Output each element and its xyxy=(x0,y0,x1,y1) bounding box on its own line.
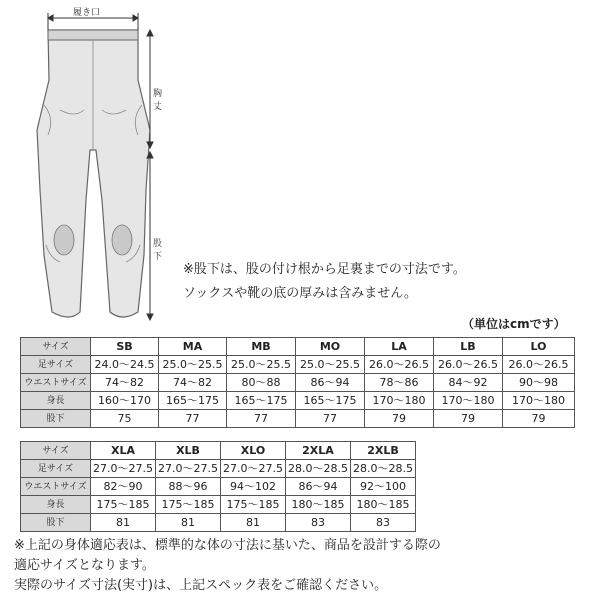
cell: MA xyxy=(159,338,227,356)
label-waist-opening: 履き口 xyxy=(73,8,101,18)
cell: 77 xyxy=(296,410,365,428)
cell: 74～82 xyxy=(91,374,159,392)
row-label: サイズ xyxy=(21,338,91,356)
cell: 86～94 xyxy=(296,374,365,392)
row-label: 足サイズ xyxy=(21,460,91,478)
cell: 79 xyxy=(503,410,575,428)
cell: 27.0～27.5 xyxy=(221,460,286,478)
label-inseam: 股下 xyxy=(153,239,163,262)
cell: 170～180 xyxy=(503,392,575,410)
cell: 83 xyxy=(286,514,351,532)
cell: 160～170 xyxy=(91,392,159,410)
cell: 26.0～26.5 xyxy=(503,356,575,374)
cell: 90～98 xyxy=(503,374,575,392)
cell: 82～90 xyxy=(91,478,156,496)
table-row-waist xyxy=(21,374,575,392)
cell: 78～86 xyxy=(365,374,434,392)
cell: 24.0～24.5 xyxy=(91,356,159,374)
cell: SB xyxy=(91,338,159,356)
cell: 2XLA xyxy=(286,442,351,460)
inseam-note xyxy=(183,258,466,306)
fit-note xyxy=(14,536,441,596)
table-row-foot xyxy=(21,460,416,478)
cell: 165～175 xyxy=(159,392,227,410)
unit-note: （単位はcmです） xyxy=(462,317,566,331)
cell: 175～185 xyxy=(156,496,221,514)
cell: 175～185 xyxy=(221,496,286,514)
row-label: サイズ xyxy=(21,442,91,460)
cell: 81 xyxy=(221,514,286,532)
row-label: 身長 xyxy=(21,496,91,514)
table-row-size xyxy=(21,442,416,460)
row-label: 股下 xyxy=(21,410,91,428)
cell: 26.0～26.5 xyxy=(434,356,503,374)
cell: 94～102 xyxy=(221,478,286,496)
cell: LA xyxy=(365,338,434,356)
cell: 25.0～25.5 xyxy=(227,356,296,374)
cell: MB xyxy=(227,338,296,356)
cell: 79 xyxy=(434,410,503,428)
cell: 180～185 xyxy=(351,496,416,514)
cell: 28.0～28.5 xyxy=(286,460,351,478)
cell: 170～180 xyxy=(365,392,434,410)
cell: 25.0～25.5 xyxy=(296,356,365,374)
cell: 180～185 xyxy=(286,496,351,514)
inseam-note-line: ソックスや靴の底の厚みは含みません。 xyxy=(183,286,418,301)
row-label: 股下 xyxy=(21,514,91,532)
cell: 88～96 xyxy=(156,478,221,496)
cell: 74～82 xyxy=(159,374,227,392)
fit-note-line: 実際のサイズ寸法(実寸)は、上記スペック表をご確認ください。 xyxy=(14,578,388,593)
table-row-size xyxy=(21,338,575,356)
fit-note-line: 適応サイズとなります。 xyxy=(14,558,155,573)
label-chest-height: 胸丈 xyxy=(153,89,163,112)
cell: LO xyxy=(503,338,575,356)
cell: 83 xyxy=(351,514,416,532)
cell: 165～175 xyxy=(296,392,365,410)
cell: 26.0～26.5 xyxy=(365,356,434,374)
table-row-height xyxy=(21,496,416,514)
row-label: ウエストサイズ xyxy=(21,478,91,496)
inseam-note-line: ※股下は、股の付け根から足裏までの寸法です。 xyxy=(183,262,466,277)
cell: 2XLB xyxy=(351,442,416,460)
cell: 77 xyxy=(227,410,296,428)
cell: 81 xyxy=(91,514,156,532)
cell: XLB xyxy=(156,442,221,460)
cell: 84～92 xyxy=(434,374,503,392)
table-row-foot xyxy=(21,356,575,374)
cell: 165～175 xyxy=(227,392,296,410)
table-row-inseam xyxy=(21,514,416,532)
wader-size-diagram xyxy=(20,0,170,330)
cell: XLA xyxy=(91,442,156,460)
row-label: 足サイズ xyxy=(21,356,91,374)
cell: 86～94 xyxy=(286,478,351,496)
row-label: 身長 xyxy=(21,392,91,410)
table-row-waist xyxy=(21,478,416,496)
row-label: ウエストサイズ xyxy=(21,374,91,392)
cell: 79 xyxy=(365,410,434,428)
table-row-inseam xyxy=(21,410,575,428)
cell: 27.0～27.5 xyxy=(156,460,221,478)
cell: 25.0～25.5 xyxy=(159,356,227,374)
fit-note-line: ※上記の身体適応表は、標準的な体の寸法に基いた、商品を設計する際の xyxy=(14,538,441,553)
cell: 80～88 xyxy=(227,374,296,392)
cell: 92～100 xyxy=(351,478,416,496)
cell: 77 xyxy=(159,410,227,428)
cell: XLO xyxy=(221,442,286,460)
cell: 28.0～28.5 xyxy=(351,460,416,478)
cell: 27.0～27.5 xyxy=(91,460,156,478)
cell: 81 xyxy=(156,514,221,532)
cell: LB xyxy=(434,338,503,356)
table-row-height xyxy=(21,392,575,410)
size-table-1 xyxy=(20,337,575,428)
cell: 75 xyxy=(91,410,159,428)
cell: 170～180 xyxy=(434,392,503,410)
cell: MO xyxy=(296,338,365,356)
cell: 175～185 xyxy=(91,496,156,514)
size-table-2 xyxy=(20,441,416,532)
wader-illustration xyxy=(20,0,170,330)
